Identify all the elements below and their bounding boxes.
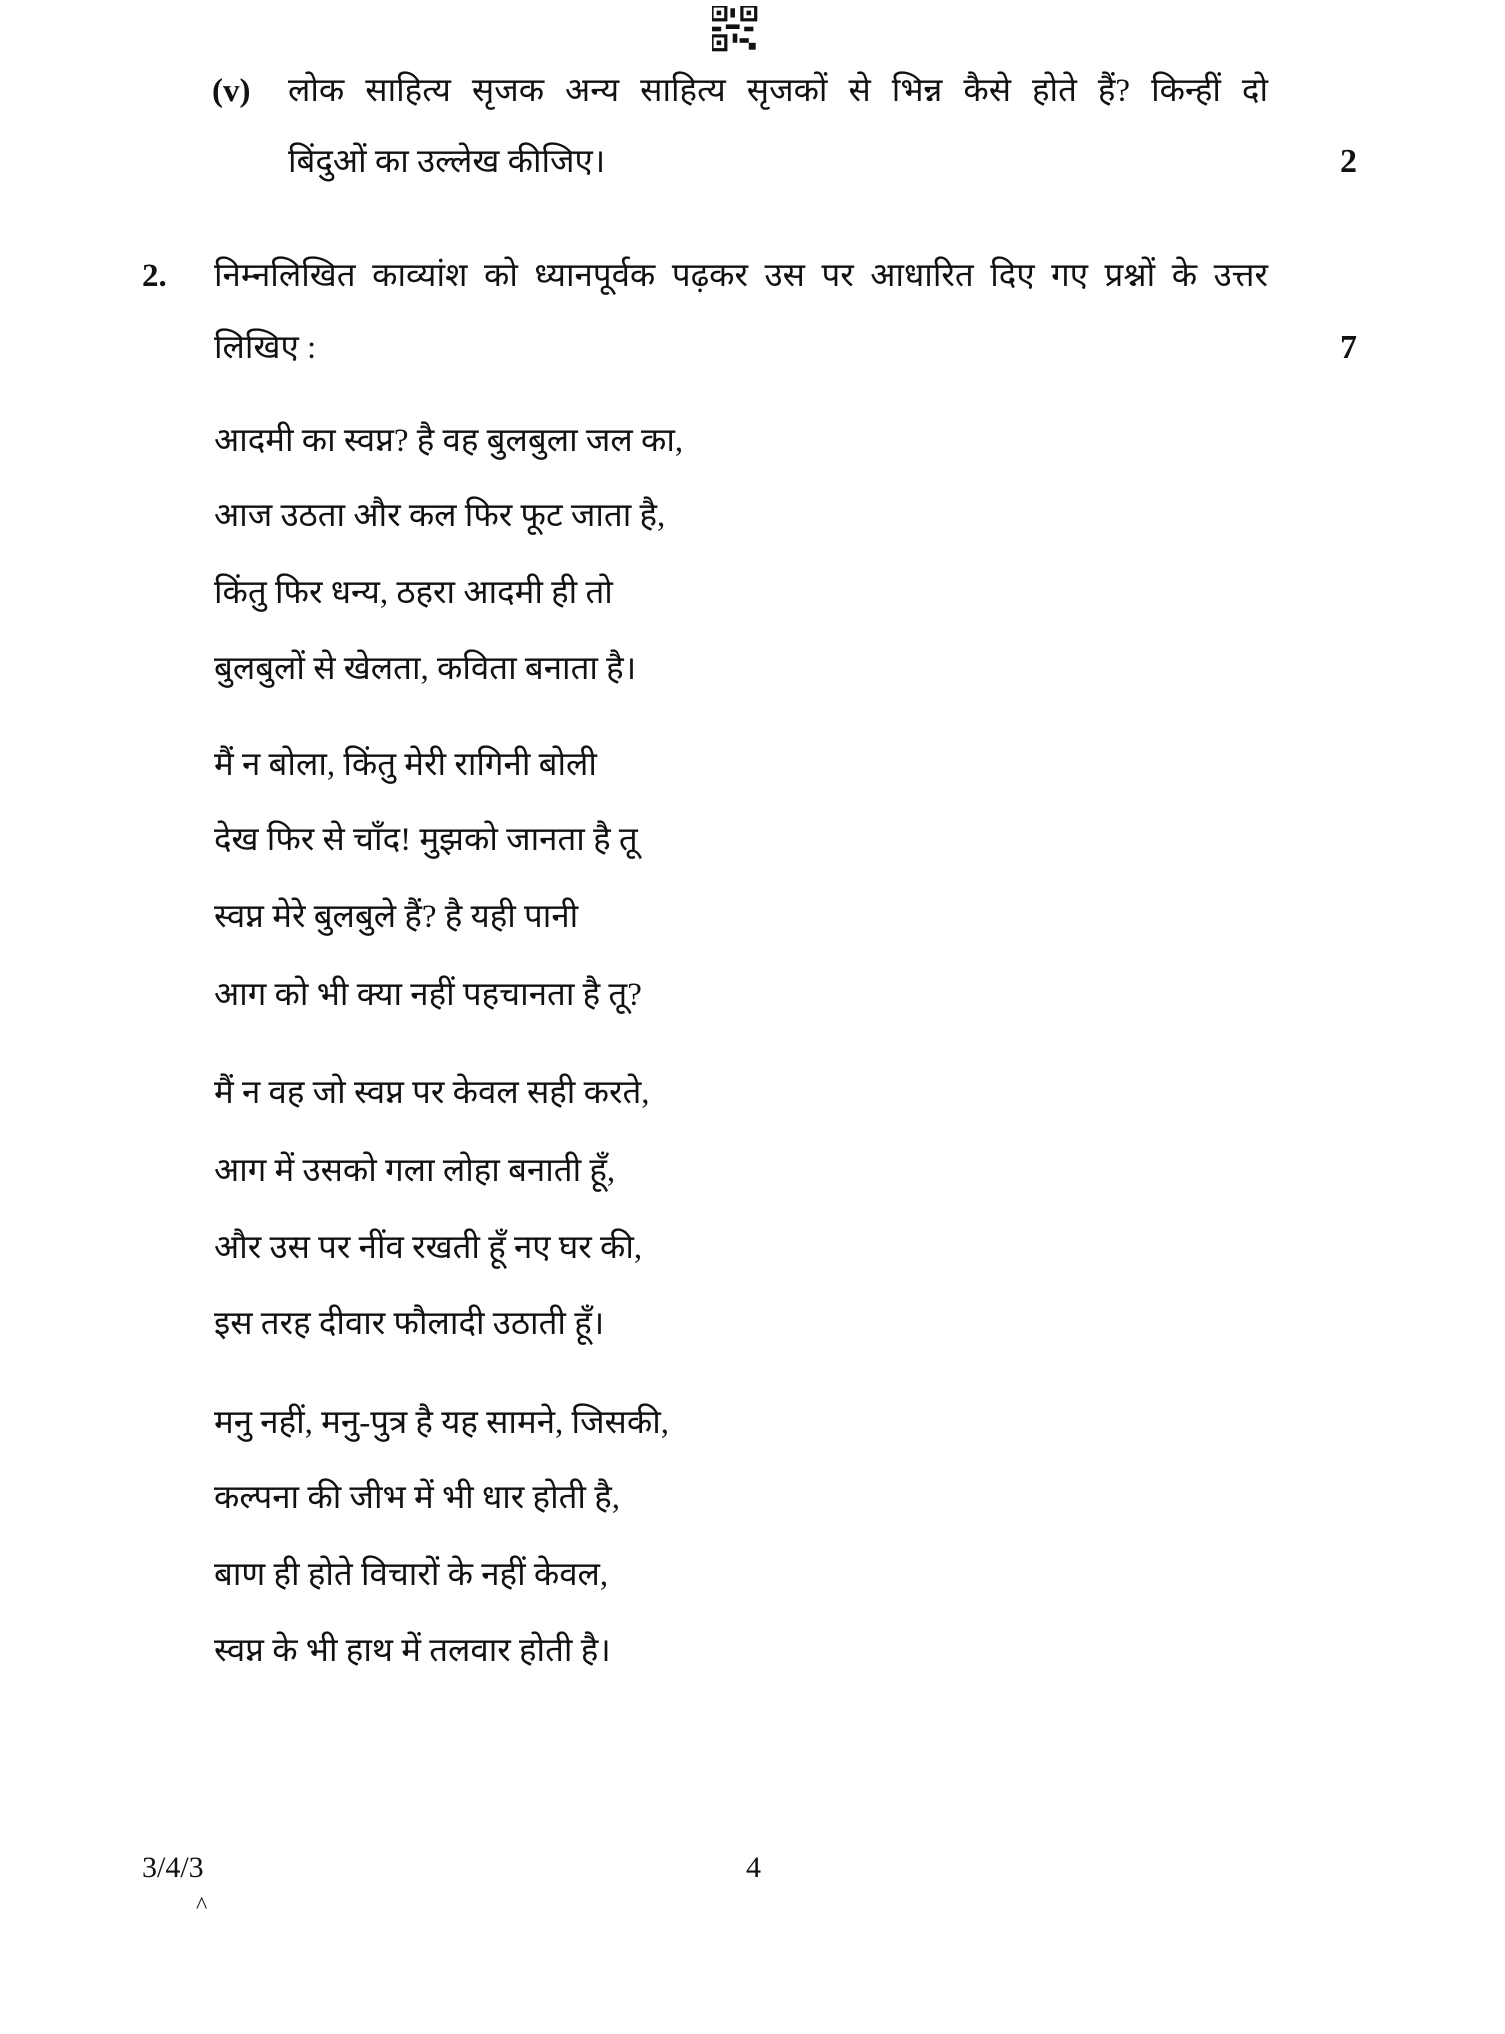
question-2-marks: 7 [1340, 329, 1357, 366]
poem-line: किंतु फिर धन्य, ठहरा आदमी ही तो [214, 575, 613, 611]
caret-mark: ^ [196, 1893, 208, 1919]
poem-line: स्वप्न के भी हाथ में तलवार होती है। [214, 1633, 611, 1669]
question-2-number: 2. [142, 258, 167, 294]
question-v-marks: 2 [1340, 143, 1357, 180]
question-v-text-line1: लोक साहित्य सृजक अन्य साहित्य सृजकों से भिन्न कैसे होते हैं? किन्हीं दो [288, 73, 1268, 109]
poem-line: बुलबुलों से खेलता, कविता बनाता है। [214, 651, 637, 687]
page-number: 4 [746, 1851, 761, 1884]
poem-line: और उस पर नींव रखती हूँ नए घर की, [214, 1230, 643, 1266]
poem-line: कल्पना की जीभ में भी धार होती है, [214, 1480, 620, 1516]
question-v-label: (v) [212, 73, 251, 109]
poem-line: आदमी का स्वप्न? है वह बुलबुला जल का, [214, 423, 684, 459]
question-v-text-line2: बिंदुओं का उल्लेख कीजिए। [288, 144, 606, 180]
question-2-text-line2: लिखिए : [214, 330, 317, 366]
poem-line: आज उठता और कल फिर फूट जाता है, [214, 498, 666, 534]
poem-line: इस तरह दीवार फौलादी उठाती हूँ। [214, 1306, 605, 1342]
paper-code: 3/4/3 [142, 1851, 204, 1884]
poem-line: मनु नहीं, मनु-पुत्र है यह सामने, जिसकी, [214, 1405, 670, 1441]
poem-line: देख फिर से चाँद! मुझको जानता है तू [214, 822, 638, 858]
poem-line: आग को भी क्या नहीं पहचानता है तू? [214, 977, 642, 1013]
poem-line: बाण ही होते विचारों के नहीं केवल, [214, 1557, 609, 1593]
poem-line: स्वप्न मेरे बुलबुले हैं? है यही पानी [214, 899, 579, 935]
poem-line: मैं न वह जो स्वप्न पर केवल सही करते, [214, 1075, 650, 1111]
poem-line: आग में उसको गला लोहा बनाती हूँ, [214, 1153, 616, 1189]
qr-code-icon [712, 6, 758, 52]
question-2-text-line1: निम्नलिखित काव्यांश को ध्यानपूर्वक पढ़कर उस पर आधारित दिए गए प्रश्नों के उत्तर [214, 258, 1268, 294]
poem-line: मैं न बोला, किंतु मेरी रागिनी बोली [214, 747, 597, 783]
